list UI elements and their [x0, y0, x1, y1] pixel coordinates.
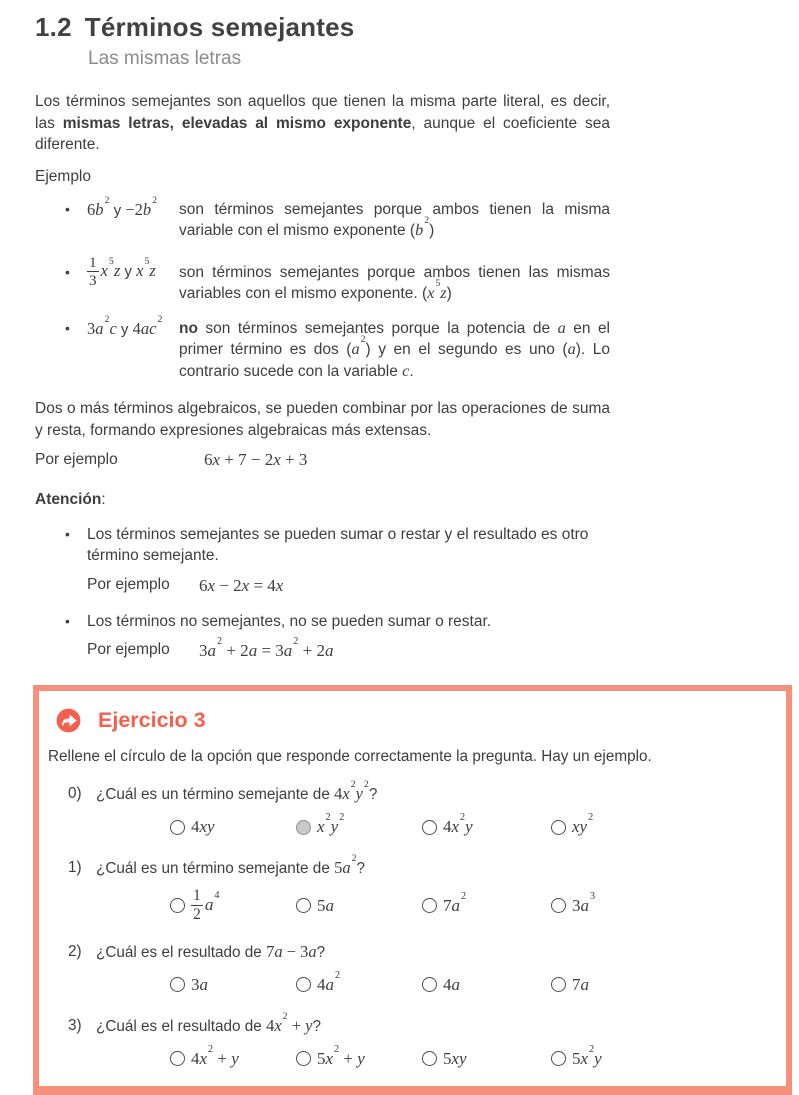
option-math: 4xy: [191, 817, 215, 836]
por-ejemplo-row: [87, 635, 610, 661]
attention-bullet: [65, 524, 610, 596]
por-ejemplo-label: Por ejemplo: [35, 451, 118, 468]
radio-circle[interactable]: [170, 977, 185, 992]
option-math: 5a: [317, 895, 334, 915]
question-prompt: ¿Cuál es un término semejante de $5a^2$?: [96, 853, 366, 877]
option-math: 3a: [191, 974, 208, 994]
page-subtitle: Las mismas letras: [88, 48, 242, 69]
answer-option[interactable]: [170, 888, 296, 924]
question-row: [48, 779, 776, 805]
radio-circle[interactable]: [170, 1051, 185, 1066]
radio-circle[interactable]: [551, 820, 566, 835]
options-row: [48, 811, 776, 840]
answer-option[interactable]: [422, 975, 551, 995]
radio-circle[interactable]: [422, 1051, 437, 1066]
attention-bullet: [65, 611, 610, 662]
option-math: 5xy: [443, 1048, 467, 1068]
option-math: $5x^2y$: [572, 1043, 602, 1068]
answer-option[interactable]: [170, 975, 296, 995]
options-row: [48, 969, 776, 998]
answer-option[interactable]: [296, 1043, 422, 1069]
section-number: 1.2: [35, 12, 72, 42]
answer-option[interactable]: [170, 817, 296, 837]
bullet-description: son términos semejantes porque ambos tienen las mismas variables con el mismo exponente. $(x^5z)$: [179, 263, 610, 302]
answer-option[interactable]: [551, 811, 594, 837]
answer-option[interactable]: [296, 811, 422, 837]
question-prompt: ¿Cuál es el resultado de 7a − 3a?: [96, 941, 326, 961]
bullet-dot: •: [65, 525, 70, 542]
example-bullet: [65, 313, 611, 383]
por-ejemplo-math: 6x − 2x = 4x: [199, 575, 284, 595]
exercise-title: Ejercicio 3: [98, 708, 206, 732]
radio-circle[interactable]: [551, 898, 566, 913]
option-math: $\frac{1}{2}$ $a^4$: [193, 887, 220, 924]
por-ejemplo-label: Por ejemplo: [87, 575, 170, 593]
por-ejemplo-math: $3a^2 + 2a = 3a^2 + 2a$: [199, 635, 334, 660]
question-row: [48, 853, 776, 879]
question-prompt: ¿Cuál es el resultado de $4x^2 + y$?: [96, 1010, 321, 1035]
option-math: $4x^2y$: [443, 811, 473, 836]
radio-circle[interactable]: [170, 820, 185, 835]
arrow-circle-icon: [55, 707, 82, 734]
question-number: 1): [68, 859, 82, 876]
answer-option[interactable]: [551, 1043, 602, 1069]
answer-option[interactable]: [422, 811, 551, 837]
exercise-box: [33, 685, 792, 1095]
example-label: Ejemplo: [35, 167, 91, 185]
question-prompt: ¿Cuál es un término semejante de $4x^2y^2$?: [96, 779, 378, 803]
answer-option[interactable]: [422, 1049, 551, 1069]
bullet-dot: •: [65, 612, 70, 629]
por-ejemplo-row: [87, 576, 610, 596]
question-number: 2): [68, 942, 82, 960]
example-bullet: [65, 255, 610, 305]
radio-circle[interactable]: [296, 977, 311, 992]
radio-circle[interactable]: [296, 898, 311, 913]
exercise-header: [48, 707, 776, 734]
combine-paragraph: Dos o más términos algebraicos, se pueden combinar por las operaciones de suma y resta, formando expresiones algebraicas más extensas.: [35, 400, 610, 439]
options-row: [48, 888, 776, 924]
answer-option[interactable]: [422, 890, 551, 916]
por-ejemplo-math: 6x + 7 − 2x + 3: [204, 450, 308, 469]
por-ejemplo-label: Por ejemplo: [87, 641, 170, 658]
section-title: Términos semejantes: [84, 12, 355, 42]
option-math: $4x^2 + y$: [191, 1043, 239, 1068]
bullet-description: son términos semejantes porque ambos tienen la misma variable con el mismo exponente $(b^2)$: [179, 200, 610, 239]
bullet-math: $6b^2$ $y -2b^2$: [87, 194, 158, 219]
answer-option[interactable]: [296, 896, 422, 916]
question-row: [48, 941, 776, 963]
answer-option[interactable]: [296, 969, 422, 995]
answer-option[interactable]: [551, 890, 596, 916]
options-row: [48, 1043, 776, 1072]
radio-circle[interactable]: [296, 1051, 311, 1066]
por-ejemplo-row: [35, 449, 799, 471]
radio-circle[interactable]: [422, 820, 437, 835]
atencion-heading: Atención:: [35, 490, 106, 508]
example-bullet: [65, 194, 610, 242]
option-math: $x^2y^2$: [317, 811, 345, 836]
option-math: 4a: [443, 974, 460, 994]
exercise-instruction: Rellene el círculo de la opción que responde correctamente la pregunta. Hay un ejemplo.: [48, 748, 652, 765]
bullet-dot: •: [65, 319, 70, 336]
page-title: [35, 12, 799, 43]
question-number: 3): [68, 1016, 82, 1034]
radio-circle[interactable]: [422, 898, 437, 913]
option-math: $xy^2$: [572, 811, 594, 836]
radio-circle[interactable]: [170, 898, 185, 913]
bullet-dot: •: [65, 200, 70, 217]
radio-circle[interactable]: [551, 977, 566, 992]
question-row: [48, 1010, 776, 1037]
option-math: $3a^3$: [572, 890, 596, 915]
bullet-description: no son términos semejantes porque la potencia de a en el primer término es dos $(a^2)$ y en el segundo es uno (a). Lo contrario sucede con la variable c.: [179, 318, 611, 380]
radio-circle[interactable]: [296, 820, 311, 835]
answer-option[interactable]: [551, 975, 589, 995]
question-number: 0): [68, 785, 82, 802]
bullet-math: $\frac{1}{3}$ $x^5z$ y $x^5z$: [89, 253, 156, 290]
option-math: $7a^2$: [443, 890, 467, 915]
option-math: $5x^2 + y$: [317, 1043, 365, 1068]
radio-circle[interactable]: [551, 1051, 566, 1066]
option-math: $4a^2$: [317, 969, 341, 994]
example-bullet-list: [35, 194, 799, 383]
attention-text: Los términos no semejantes, no se pueden sumar o restar.: [87, 612, 492, 630]
answer-option[interactable]: [170, 1043, 296, 1069]
bullet-math: $3a^2c$ y $4ac^2$: [87, 313, 163, 338]
bullet-dot: •: [65, 263, 70, 280]
radio-circle[interactable]: [422, 977, 437, 992]
intro-paragraph: Los términos semejantes son aquellos que tienen la misma parte literal, es decir, las mismas letras, elevadas al mismo exponente, aunque el coeficiente sea diferente.: [35, 93, 610, 153]
attention-text: Los términos semejantes se pueden sumar o restar y el resultado es otro término semejante.: [87, 525, 589, 564]
option-math: 7a: [572, 974, 589, 994]
